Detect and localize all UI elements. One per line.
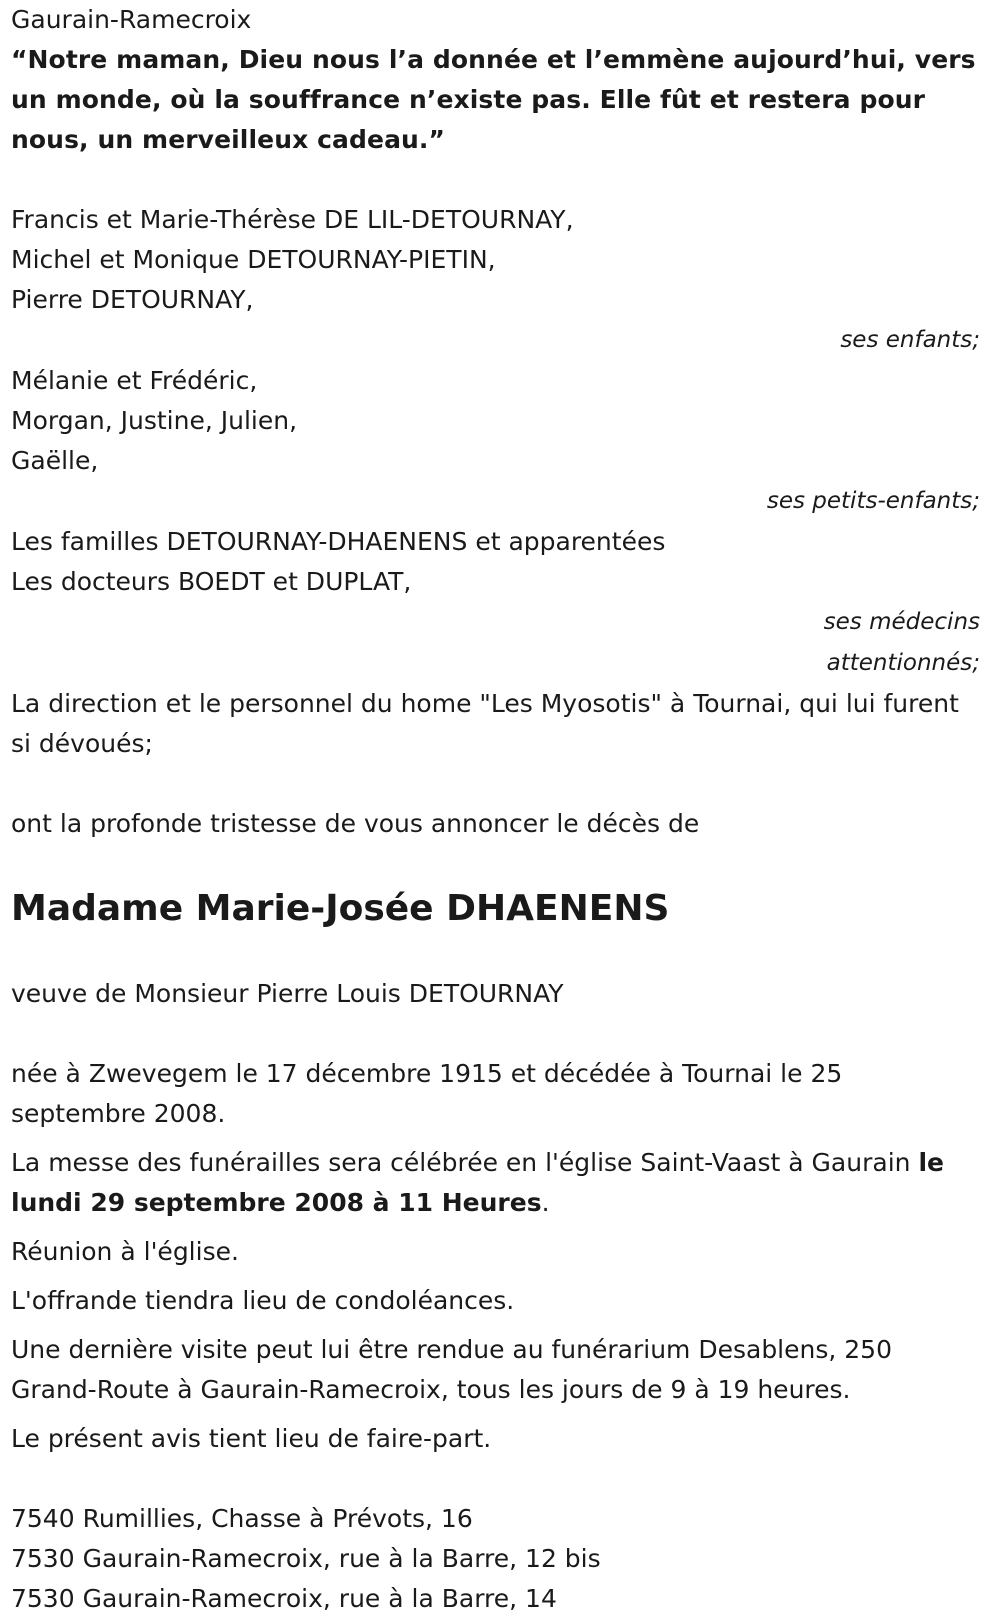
memorial-quote: “Notre maman, Dieu nous l’a donnée et l’emmène aujourd’hui, vers un monde, où la souffrance n’existe pas. Elle fût et restera pour nous, un merveilleux cadeau.” [11, 45, 976, 154]
family-line: Pierre DETOURNAY, [11, 285, 254, 314]
family-line: Les docteurs BOEDT et DUPLAT, [11, 567, 412, 596]
family-line: Morgan, Justine, Julien, [11, 406, 298, 435]
meeting-line: Réunion à l'église. [11, 1237, 239, 1266]
addresses-section [11, 1499, 980, 1619]
family-line: Mélanie et Frédéric, [11, 366, 258, 395]
mass-text: La messe des funérailles sera célébrée en l'église Saint-Vaast à Gaurain [11, 1148, 919, 1177]
relationship-label: attentionnés; [826, 650, 980, 676]
relationship-label: ses médecins [823, 609, 980, 635]
announcement-line: ont la profonde tristesse de vous annoncer le décès de [11, 809, 700, 838]
home-staff-line: La direction et le personnel du home "Les Myosotis" à Tournai, qui lui furent si dévoués; [11, 689, 959, 758]
families-section [11, 522, 980, 684]
relationship-label: ses enfants; [840, 327, 980, 353]
address-line: 7540 Rumillies, Chasse à Prévots, 16 [11, 1504, 473, 1533]
funeral-mass-paragraph [11, 1143, 980, 1223]
notice-line: Le présent avis tient lieu de faire-part. [11, 1424, 492, 1453]
family-line: Gaëlle, [11, 446, 99, 475]
location-heading: Gaurain-Ramecroix [11, 5, 252, 34]
address-line: 7530 Gaurain-Ramecroix, rue à la Barre, 14 [11, 1584, 557, 1613]
deceased-name: Madame Marie-Josée DHAENENS [11, 888, 670, 929]
address-line: 7530 Gaurain-Ramecroix, rue à la Barre, 12 bis [11, 1544, 601, 1573]
family-line: Les familles DETOURNAY-DHAENENS et apparentées [11, 527, 666, 556]
widow-of-line: veuve de Monsieur Pierre Louis DETOURNAY [11, 979, 564, 1008]
mass-date: le lundi 29 septembre 2008 à 11 Heures [11, 1148, 944, 1217]
family-line: Michel et Monique DETOURNAY-PIETIN, [11, 245, 496, 274]
family-line: Francis et Marie-Thérèse DE LIL-DETOURNAY, [11, 205, 574, 234]
grandchildren-section [11, 361, 980, 522]
offering-line: L'offrande tiendra lieu de condoléances. [11, 1286, 515, 1315]
children-section [11, 200, 980, 361]
birth-death-line: née à Zwevegem le 17 décembre 1915 et décédée à Tournai le 25 septembre 2008. [11, 1059, 843, 1128]
visit-paragraph: Une dernière visite peut lui être rendue au funérarium Desablens, 250 Grand-Route à Gaurain-Ramecroix, tous les jours de 9 à 19 heures. [11, 1335, 892, 1404]
mass-suffix: . [541, 1188, 550, 1217]
relationship-label: ses petits-enfants; [766, 488, 980, 514]
